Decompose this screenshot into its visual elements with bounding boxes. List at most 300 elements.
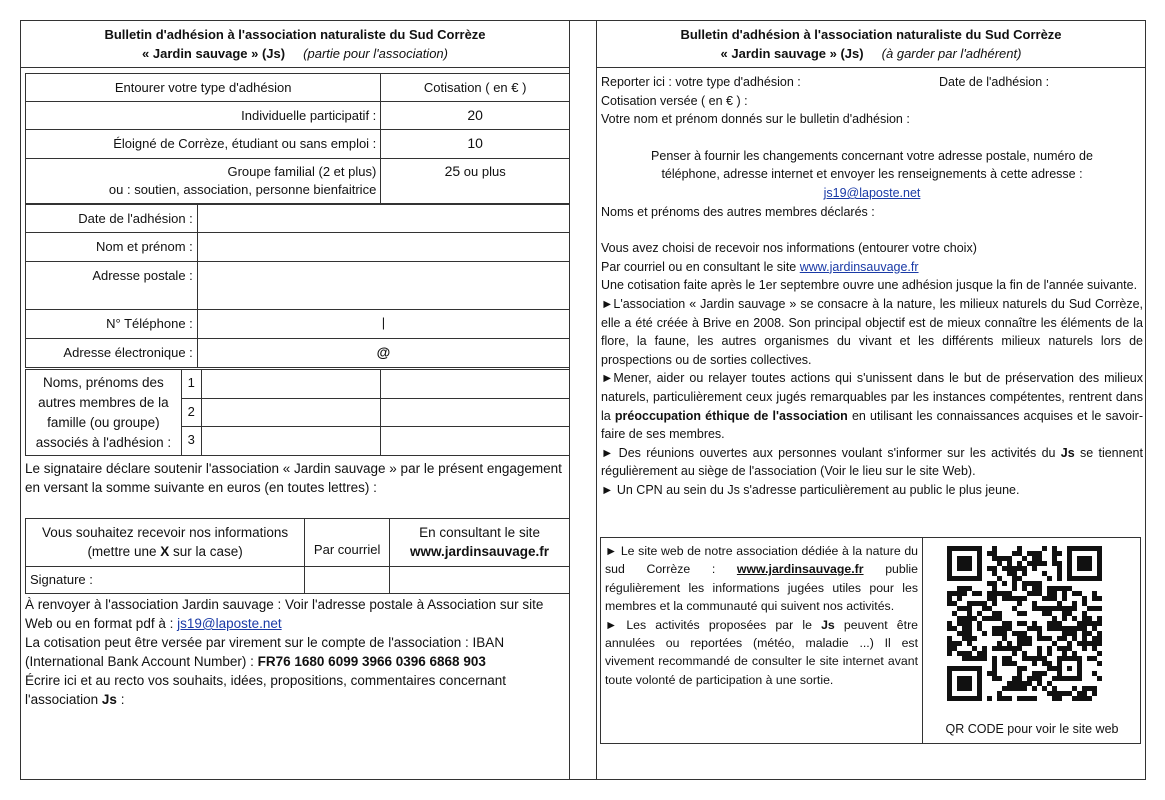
qr-module bbox=[977, 601, 982, 606]
consultant-cell[interactable] bbox=[390, 519, 570, 567]
qr-module bbox=[1037, 656, 1042, 661]
qr-module bbox=[1032, 621, 1037, 626]
iban-value: FR76 1680 6099 3966 0396 6868 903 bbox=[257, 654, 486, 669]
qr-module bbox=[987, 596, 992, 601]
qr-module bbox=[1057, 576, 1062, 581]
qr-module bbox=[1017, 631, 1022, 636]
qr-module bbox=[1047, 606, 1052, 611]
qr-module bbox=[1017, 671, 1022, 676]
qr-module bbox=[1012, 581, 1017, 586]
qr-module bbox=[967, 616, 972, 621]
qr-module bbox=[1027, 696, 1032, 701]
qr-module bbox=[1077, 641, 1082, 646]
qr-module bbox=[1087, 641, 1092, 646]
qr-module bbox=[1047, 611, 1052, 616]
right-title-line2 bbox=[596, 46, 1146, 61]
qr-module bbox=[1037, 586, 1042, 591]
qr-module bbox=[1027, 676, 1032, 681]
member-name-field[interactable] bbox=[201, 398, 381, 427]
recevoir-x: X bbox=[160, 544, 170, 559]
qr-module bbox=[962, 606, 967, 611]
qr-module bbox=[1037, 646, 1042, 651]
qr-module bbox=[1072, 616, 1077, 621]
qr-module bbox=[1007, 661, 1012, 666]
qr-module bbox=[987, 616, 992, 621]
qr-module bbox=[987, 591, 992, 596]
qr-module bbox=[1092, 636, 1097, 641]
qr-module bbox=[1057, 586, 1062, 591]
member-extra-field[interactable] bbox=[381, 427, 570, 456]
table-row[interactable] bbox=[26, 159, 570, 204]
right-cotisation-label: Cotisation versée ( en € ) : bbox=[601, 93, 748, 108]
qr-module bbox=[997, 626, 1002, 631]
qr-module bbox=[1027, 591, 1032, 596]
qr-module bbox=[972, 601, 977, 606]
qr-module bbox=[952, 601, 957, 606]
qr-module bbox=[1047, 591, 1052, 596]
qr-module bbox=[1017, 686, 1022, 691]
qr-module bbox=[1047, 626, 1052, 631]
qr-module bbox=[952, 611, 957, 616]
qr-module bbox=[1022, 571, 1027, 576]
member-extra-field[interactable] bbox=[381, 398, 570, 427]
qr-module bbox=[1087, 686, 1092, 691]
qr-module bbox=[992, 646, 997, 651]
right-nom-label: Votre nom et prénom donnés sur le bulletin d'adhésion : bbox=[601, 112, 910, 127]
qr-module bbox=[1037, 671, 1042, 676]
qr-module bbox=[1057, 601, 1062, 606]
left-title-purpose: (partie pour l'association) bbox=[303, 46, 448, 61]
consultant-line1: En consultant le site bbox=[419, 525, 540, 540]
qr-module bbox=[1062, 631, 1067, 636]
qr-module bbox=[967, 641, 972, 646]
qr-module bbox=[1007, 566, 1012, 571]
qr-module bbox=[987, 566, 992, 571]
signature-field-a[interactable] bbox=[305, 567, 390, 594]
row-value: 10 bbox=[381, 130, 570, 159]
qr-module bbox=[1017, 666, 1022, 671]
par-courriel-line bbox=[601, 258, 1143, 277]
qr-code-icon[interactable] bbox=[947, 546, 1102, 701]
qr-module bbox=[1047, 681, 1052, 686]
row-label-groupe bbox=[26, 159, 381, 204]
left-gutter-frame bbox=[569, 20, 597, 780]
qr-module bbox=[1097, 606, 1102, 611]
qr-module bbox=[1012, 686, 1017, 691]
qr-module bbox=[977, 621, 982, 626]
qr-module bbox=[1037, 636, 1042, 641]
qr-module bbox=[1047, 646, 1052, 651]
qr-module bbox=[992, 631, 997, 636]
qr-module bbox=[1002, 596, 1007, 601]
tel-label: N° Téléphone : bbox=[26, 310, 198, 339]
qr-module bbox=[1087, 616, 1092, 621]
qr-module bbox=[992, 596, 997, 601]
qr-module bbox=[1042, 611, 1047, 616]
qr-module bbox=[957, 591, 962, 596]
cotisation-sept-text: Une cotisation faite après le 1er septembre ouvre une adhésion jusque la fin de l'année suivante. bbox=[601, 278, 1138, 293]
qr-module bbox=[1062, 636, 1067, 641]
qr-module bbox=[1067, 631, 1072, 636]
qr-module bbox=[1062, 646, 1067, 651]
qr-module bbox=[1052, 621, 1057, 626]
member-number: 2 bbox=[181, 398, 201, 427]
qr-module bbox=[992, 546, 997, 551]
qr-module bbox=[1032, 581, 1037, 586]
qr-module bbox=[1067, 691, 1072, 696]
qr-module bbox=[1047, 596, 1052, 601]
qr-module bbox=[972, 656, 977, 661]
qr-module bbox=[1032, 556, 1037, 561]
qr-module bbox=[1012, 586, 1017, 591]
member-extra-field[interactable] bbox=[381, 370, 570, 399]
row-value-groupe bbox=[381, 159, 570, 204]
qr-module bbox=[1067, 626, 1072, 631]
qr-module bbox=[1007, 681, 1012, 686]
qr-module bbox=[1017, 546, 1022, 551]
qr-module bbox=[1077, 591, 1082, 596]
qr-module bbox=[962, 586, 967, 591]
date-field[interactable] bbox=[197, 205, 569, 233]
qr-module bbox=[1057, 606, 1062, 611]
qr-module bbox=[1012, 606, 1017, 611]
qr-module bbox=[1012, 681, 1017, 686]
qr-module bbox=[947, 641, 952, 646]
qr-module bbox=[1002, 556, 1007, 561]
member-number: 1 bbox=[181, 370, 201, 399]
groupe-suffix: ou plus bbox=[463, 164, 506, 179]
groupe-value: 25 bbox=[444, 163, 461, 179]
qr-module bbox=[1077, 696, 1082, 701]
qr-module bbox=[1042, 606, 1047, 611]
qr-module bbox=[1027, 656, 1032, 661]
qr-module bbox=[1097, 596, 1102, 601]
qr-module bbox=[997, 676, 1002, 681]
qr-module bbox=[977, 611, 982, 616]
qr-module bbox=[947, 601, 952, 606]
qr-module bbox=[967, 586, 972, 591]
qr-module bbox=[1092, 686, 1097, 691]
p3-block bbox=[601, 444, 1143, 481]
qr-module bbox=[962, 626, 967, 631]
qr-module bbox=[987, 581, 992, 586]
qr-module bbox=[992, 611, 997, 616]
box-p1-text-b: publie régulièrement les informations jugées utiles pour les membres et la communauté qui suivent nos activités. bbox=[605, 562, 919, 614]
qr-module bbox=[947, 651, 952, 656]
qr-module bbox=[1032, 601, 1037, 606]
qr-module bbox=[1027, 551, 1032, 556]
row-value: 20 bbox=[381, 102, 570, 130]
qr-module bbox=[992, 656, 997, 661]
nom-label: Nom et prénom : bbox=[26, 233, 198, 262]
qr-module bbox=[1007, 641, 1012, 646]
qr-module bbox=[1012, 676, 1017, 681]
qr-module bbox=[1062, 611, 1067, 616]
qr-module bbox=[1067, 641, 1072, 646]
qr-module bbox=[1047, 661, 1052, 666]
box-p1-text-a: ► Le site web de notre association dédiée à la nature du sud Corrèze : bbox=[605, 544, 918, 577]
qr-module bbox=[1022, 686, 1027, 691]
qr-module bbox=[1022, 586, 1027, 591]
qr-module bbox=[1082, 686, 1087, 691]
qr-module bbox=[1007, 686, 1012, 691]
qr-module bbox=[1062, 606, 1067, 611]
qr-module bbox=[1032, 696, 1037, 701]
qr-module bbox=[1007, 591, 1012, 596]
qr-module bbox=[1002, 631, 1007, 636]
ecrire-end: : bbox=[120, 692, 125, 707]
p2-block bbox=[601, 369, 1143, 443]
qr-module bbox=[1042, 671, 1047, 676]
qr-module bbox=[962, 616, 967, 621]
qr-module bbox=[992, 581, 997, 586]
qr-module bbox=[1077, 626, 1082, 631]
qr-module bbox=[962, 636, 967, 641]
qr-module bbox=[1092, 626, 1097, 631]
qr-module bbox=[997, 631, 1002, 636]
qr-module bbox=[1062, 626, 1067, 631]
qr-module bbox=[1097, 676, 1102, 681]
qr-module bbox=[967, 621, 972, 626]
qr-module bbox=[962, 651, 967, 656]
qr-module bbox=[1017, 621, 1022, 626]
qr-module bbox=[1072, 636, 1077, 641]
qr-module bbox=[1072, 696, 1077, 701]
qr-module bbox=[1072, 591, 1077, 596]
qr-module bbox=[962, 621, 967, 626]
qr-module bbox=[1092, 591, 1097, 596]
personal-info-table bbox=[25, 204, 570, 368]
qr-module bbox=[1087, 696, 1092, 701]
qr-caption: QR CODE pour voir le site web bbox=[945, 722, 1119, 736]
qr-module bbox=[977, 656, 982, 661]
qr-module bbox=[1012, 631, 1017, 636]
qr-module bbox=[1087, 606, 1092, 611]
qr-module bbox=[1037, 591, 1042, 596]
tel-mark: | bbox=[381, 315, 386, 330]
receive-info-table bbox=[25, 518, 570, 594]
recevoir-text-a: Vous souhaitez recevoir nos informations (mettre une bbox=[42, 525, 289, 559]
renvoyer-text: À renvoyer à l'association Jardin sauvage : Voir l'adresse postale à Association sur site Web ou en format pdf à : bbox=[25, 597, 544, 631]
qr-module bbox=[987, 606, 992, 611]
qr-module bbox=[1012, 596, 1017, 601]
qr-module bbox=[952, 626, 957, 631]
qr-module bbox=[1027, 581, 1032, 586]
qr-module bbox=[952, 641, 957, 646]
qr-module bbox=[997, 611, 1002, 616]
qr-module bbox=[952, 646, 957, 651]
qr-module bbox=[1082, 596, 1087, 601]
table-row[interactable] bbox=[26, 130, 570, 159]
qr-module bbox=[972, 616, 977, 621]
qr-module bbox=[1017, 596, 1022, 601]
qr-module bbox=[1092, 646, 1097, 651]
qr-module bbox=[997, 561, 1002, 566]
qr-module bbox=[1037, 651, 1042, 656]
qr-module bbox=[1087, 656, 1092, 661]
qr-module bbox=[1082, 646, 1087, 651]
qr-module bbox=[1092, 691, 1097, 696]
qr-module bbox=[1047, 651, 1052, 656]
qr-module bbox=[967, 656, 972, 661]
qr-module bbox=[1002, 656, 1007, 661]
qr-module bbox=[1032, 661, 1037, 666]
qr-module bbox=[1007, 556, 1012, 561]
qr-module bbox=[1037, 626, 1042, 631]
qr-module bbox=[962, 591, 967, 596]
qr-module bbox=[957, 616, 962, 621]
qr-module bbox=[1082, 631, 1087, 636]
qr-module bbox=[1037, 561, 1042, 566]
qr-module bbox=[1012, 576, 1017, 581]
qr-module bbox=[992, 626, 997, 631]
penser-text: Penser à fournir les changements concernant votre adresse postale, numéro de téléphone, adresse internet et envoyer les renseignements à cette adresse : bbox=[651, 148, 1093, 182]
qr-module bbox=[992, 601, 997, 606]
qr-module bbox=[967, 611, 972, 616]
qr-module bbox=[1052, 616, 1057, 621]
qr-module bbox=[1007, 596, 1012, 601]
qr-module bbox=[1092, 671, 1097, 676]
qr-module bbox=[1007, 656, 1012, 661]
qr-module bbox=[1077, 691, 1082, 696]
left-title-line2 bbox=[20, 46, 570, 61]
nom-field[interactable] bbox=[197, 233, 569, 262]
qr-module bbox=[1002, 636, 1007, 641]
table-row[interactable] bbox=[26, 102, 570, 130]
qr-module bbox=[1032, 686, 1037, 691]
qr-module bbox=[1012, 551, 1017, 556]
qr-module bbox=[992, 666, 997, 671]
right-site-link[interactable]: www.jardinsauvage.fr bbox=[799, 259, 919, 274]
qr-module bbox=[1002, 581, 1007, 586]
email-mark: @ bbox=[376, 344, 391, 360]
qr-module bbox=[1022, 651, 1027, 656]
virement-text: La cotisation peut être versée par virement sur le compte de l'association : IBAN (International Bank Account Number) : bbox=[25, 635, 505, 669]
email-field[interactable] bbox=[197, 339, 569, 368]
p4-text: ► Un CPN au sein du Js s'adresse particulièrement au public le plus jeune. bbox=[601, 482, 1020, 497]
qr-module bbox=[1002, 591, 1007, 596]
qr-module bbox=[1017, 611, 1022, 616]
table-header-cotisation: Cotisation ( en € ) bbox=[381, 74, 570, 102]
qr-module bbox=[1092, 621, 1097, 626]
member-name-field[interactable] bbox=[201, 370, 381, 399]
qr-module bbox=[957, 586, 962, 591]
qr-module bbox=[967, 606, 972, 611]
qr-module bbox=[1082, 696, 1087, 701]
table-header-type: Entourer votre type d'adhésion bbox=[26, 74, 381, 102]
groupe-line1: Groupe familial (2 et plus) bbox=[227, 164, 377, 179]
qr-module bbox=[997, 556, 1002, 561]
qr-module bbox=[1002, 661, 1007, 666]
qr-module bbox=[1082, 611, 1087, 616]
qr-module bbox=[982, 651, 987, 656]
reporter-label: Reporter ici : votre type d'adhésion : bbox=[601, 75, 801, 89]
qr-module bbox=[1057, 646, 1062, 651]
qr-module bbox=[997, 646, 1002, 651]
qr-module bbox=[957, 651, 962, 656]
qr-module bbox=[982, 656, 987, 661]
qr-module bbox=[1042, 661, 1047, 666]
qr-module bbox=[1022, 621, 1027, 626]
qr-module bbox=[1027, 681, 1032, 686]
qr-module bbox=[1082, 636, 1087, 641]
qr-module bbox=[1062, 691, 1067, 696]
recevoir-cell bbox=[26, 519, 305, 567]
qr-module bbox=[1092, 656, 1097, 661]
signature-label: Signature : bbox=[26, 567, 305, 594]
qr-module bbox=[957, 596, 962, 601]
qr-module bbox=[1037, 681, 1042, 686]
qr-module bbox=[1077, 621, 1082, 626]
qr-module bbox=[962, 656, 967, 661]
qr-module bbox=[1012, 571, 1017, 576]
left-title-rule bbox=[20, 67, 570, 68]
qr-module bbox=[982, 616, 987, 621]
groupe-line2: ou : soutien, association, personne bienfaitrice bbox=[108, 182, 377, 197]
consultant-site: www.jardinsauvage.fr bbox=[410, 544, 550, 559]
qr-module bbox=[1002, 696, 1007, 701]
qr-module bbox=[1072, 626, 1077, 631]
right-body bbox=[601, 73, 1143, 499]
qr-module bbox=[997, 616, 1002, 621]
penser-email-link[interactable]: js19@laposte.net bbox=[823, 185, 921, 200]
qr-module bbox=[1032, 656, 1037, 661]
qr-module bbox=[987, 696, 992, 701]
qr-module bbox=[1052, 696, 1057, 701]
right-title-line1: Bulletin d'adhésion à l'association naturaliste du Sud Corrèze bbox=[680, 27, 1062, 42]
qr-module bbox=[962, 631, 967, 636]
autres-membres-label: Noms et prénoms des autres membres déclarés : bbox=[601, 204, 875, 219]
box-site-link[interactable]: www.jardinsauvage.fr bbox=[736, 562, 864, 577]
qr-module bbox=[997, 591, 1002, 596]
member-name-field[interactable] bbox=[201, 427, 381, 456]
qr-module bbox=[992, 661, 997, 666]
qr-module bbox=[1017, 561, 1022, 566]
right-title-purpose: (à garder par l'adhérent) bbox=[881, 46, 1022, 61]
qr-module bbox=[1017, 601, 1022, 606]
ecrire-js: Js bbox=[101, 692, 117, 707]
qr-module bbox=[1052, 676, 1057, 681]
qr-module bbox=[957, 641, 962, 646]
qr-module bbox=[1057, 571, 1062, 576]
member-number: 3 bbox=[181, 427, 201, 456]
qr-module bbox=[977, 591, 982, 596]
qr-module bbox=[1072, 686, 1077, 691]
qr-module bbox=[957, 621, 962, 626]
qr-module bbox=[1097, 651, 1102, 656]
tel-field[interactable] bbox=[197, 310, 569, 339]
box-p2-text-b: peuvent être annulées ou reportées (météo, maladie ...) Il est vivement recommandé de consulter le site internet avant toute volonté de participation à une sortie. bbox=[605, 617, 918, 687]
qr-module bbox=[1027, 561, 1032, 566]
reporter-line bbox=[601, 73, 1143, 92]
qr-module bbox=[1052, 591, 1057, 596]
qr-module bbox=[1072, 601, 1077, 606]
qr-module bbox=[1007, 646, 1012, 651]
qr-module bbox=[947, 591, 952, 596]
qr-module bbox=[1097, 616, 1102, 621]
qr-module bbox=[992, 571, 997, 576]
qr-module bbox=[1002, 646, 1007, 651]
qr-module bbox=[997, 641, 1002, 646]
signature-field-b[interactable] bbox=[390, 567, 570, 594]
adresse-field[interactable] bbox=[197, 262, 569, 310]
par-courriel-cell[interactable]: Par courriel bbox=[305, 519, 390, 567]
renvoyer-email-link[interactable]: js19@laposte.net bbox=[177, 616, 282, 631]
qr-module bbox=[1042, 571, 1047, 576]
qr-module bbox=[967, 636, 972, 641]
qr-module bbox=[992, 591, 997, 596]
qr-module bbox=[972, 646, 977, 651]
